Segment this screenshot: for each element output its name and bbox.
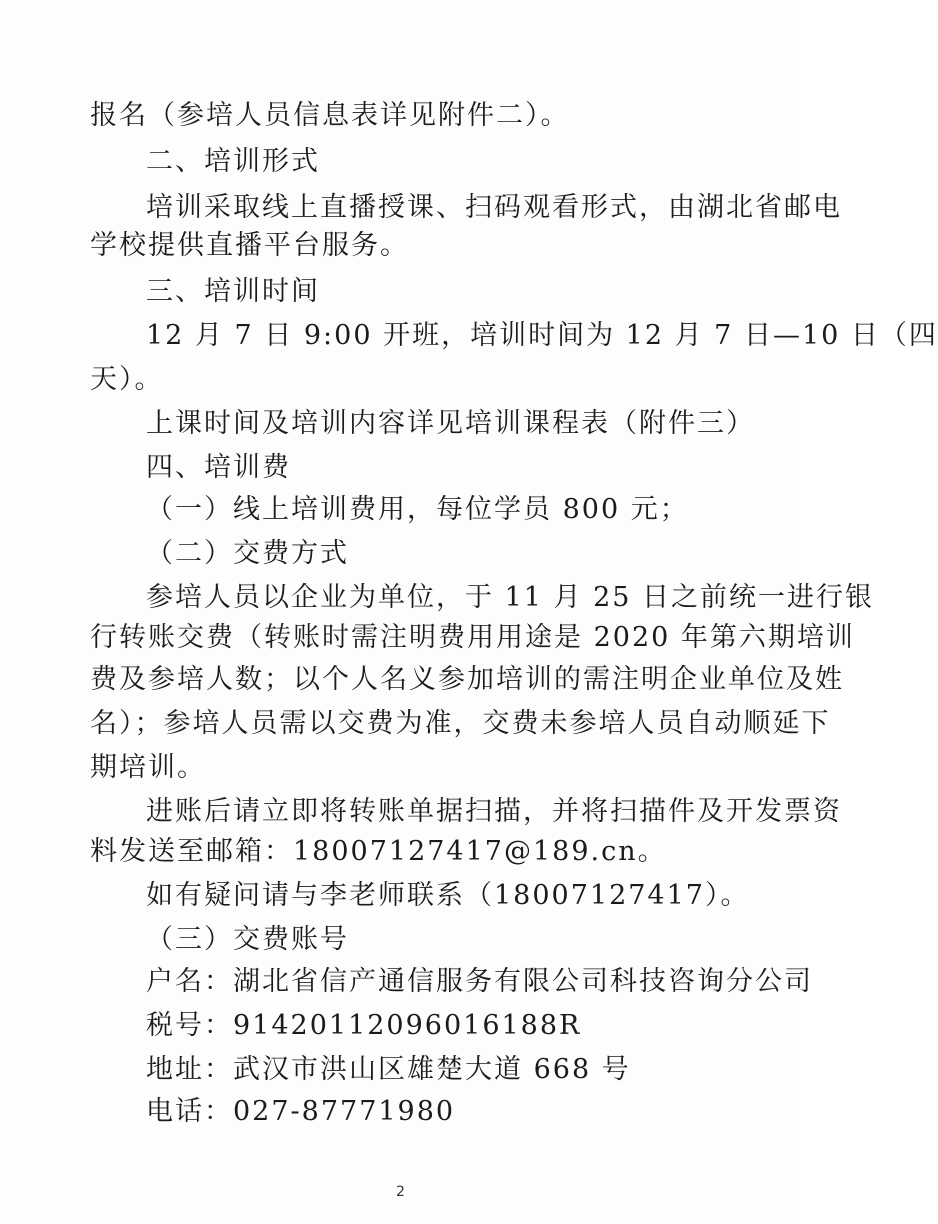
text-line-contact: 如有疑问请与李老师联系（18007127417）。 — [146, 880, 750, 911]
text-line-fee-amount: （一）线上培训费用，每位学员 800 元； — [146, 494, 689, 525]
section-heading-training-format: 二、培训形式 — [146, 146, 320, 177]
text-line-scan-email: 料发送至邮箱：18007127417@189.cn。 — [90, 836, 667, 867]
text-line-payment-5: 期培训。 — [90, 752, 206, 783]
text-line-training-format-1: 培训采取线上直播授课、扫码观看形式，由湖北省邮电 — [146, 192, 842, 223]
text-line-address: 地址：武汉市洪山区雄楚大道 668 号 — [146, 1054, 631, 1085]
text-line-training-time-1: 12 月 7 日 9:00 开班，培训时间为 12 月 7 日—10 日（四 — [146, 320, 938, 351]
text-line-training-format-2: 学校提供直播平台服务。 — [90, 230, 409, 261]
text-line-registration-note: 报名（参培人员信息表详见附件二）。 — [90, 100, 570, 131]
text-line-account-name: 户名：湖北省信产通信服务有限公司科技咨询分公司 — [146, 966, 813, 997]
subheading-payment-account: （三）交费账号 — [146, 924, 349, 955]
text-line-payment-4: 名）；参培人员需以交费为准，交费未参培人员自动顺延下 — [90, 708, 831, 739]
page-number: 2 — [396, 1184, 405, 1200]
text-line-scan-1: 进账后请立即将转账单据扫描，并将扫描件及开发票资 — [146, 796, 842, 827]
text-line-training-time-2: 天）。 — [90, 364, 164, 395]
text-line-tax-number: 税号：91420112096016188R — [146, 1010, 582, 1041]
section-heading-training-time: 三、培训时间 — [146, 276, 320, 307]
text-line-payment-3: 费及参培人数；以个人名义参加培训的需注明企业单位及姓 — [90, 664, 844, 695]
text-line-payment-1: 参培人员以企业为单位，于 11 月 25 日之前统一进行银 — [146, 582, 875, 613]
text-line-course-schedule: 上课时间及培训内容详见培训课程表（附件三） — [146, 408, 755, 439]
text-line-phone: 电话：027-87771980 — [146, 1096, 456, 1127]
section-heading-training-fee: 四、培训费 — [146, 452, 291, 483]
subheading-payment-method: （二）交费方式 — [146, 538, 349, 569]
text-line-payment-2: 行转账交费（转账时需注明费用用途是 2020 年第六期培训 — [90, 622, 855, 653]
